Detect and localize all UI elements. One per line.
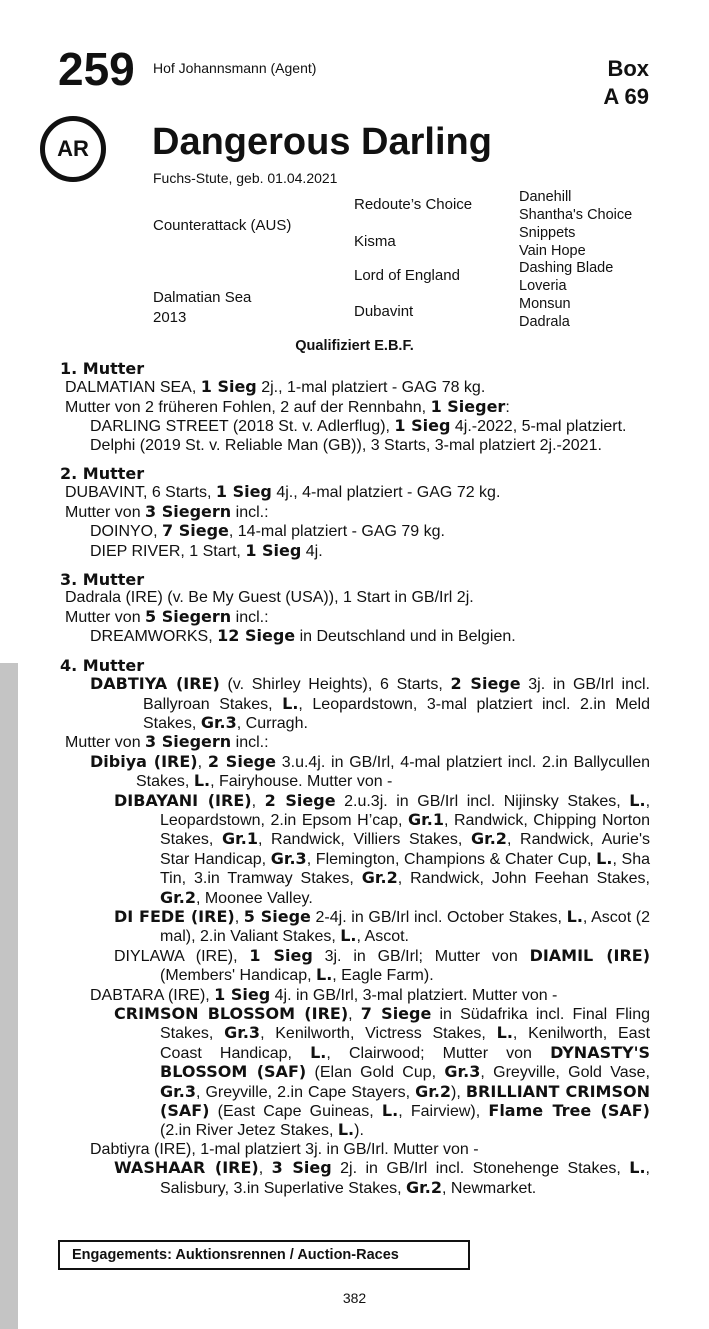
pedigree-gen2-3: Lord of England — [354, 267, 460, 284]
horse-name: Dangerous Darling — [152, 121, 492, 163]
pedigree-gen3-1: Danehill — [519, 189, 572, 205]
produce-entry: DARLING STREET (2018 St. v. Adlerflug), 1 Sieg 4j.-2022, 5-mal platziert. — [90, 416, 627, 436]
produce-entry: DREAMWORKS, 12 Siege in Deutschland und in Belgien. — [90, 626, 516, 646]
horse-description: Fuchs-Stute, geb. 01.04.2021 — [153, 170, 338, 186]
pedigree-gen3-5: Dashing Blade — [519, 260, 614, 276]
produce-entry: DIBAYANI (IRE), 2 Siege 2.u.3j. in GB/Irl incl. Nijinsky Stakes, L., Leopardstown, 2.in Epsom H’cap, Gr.1, Randwick, Chipping Norton Stakes, Gr.1, Randwick, Villiers Stakes, Gr.2, Randwick, Aurie's Star Handicap, Gr.3, Flemington, Champions & Chater Cup, L., Sha Tin, 3.in Tramway Stakes, Gr.2, Randwick, John Feehan Stakes, Gr.2, Moonee Valley. — [114, 790, 651, 907]
pedigree-gen3-2: Shantha's Choice — [519, 207, 633, 223]
section-heading: 3. Mutter — [60, 570, 145, 590]
pedigree-gen3-7: Monsun — [519, 296, 571, 312]
produce-summary: Mutter von 2 früheren Fohlen, 2 auf der Rennbahn, 1 Sieger: — [65, 396, 510, 416]
section-heading: 4. Mutter — [60, 655, 145, 675]
produce-entry: DIEP RIVER, 1 Start, 1 Sieg 4j. — [90, 540, 323, 560]
produce-entry: DABTARA (IRE), 1 Sieg 4j. in GB/Irl, 3-mal platziert. Mutter von - — [90, 984, 558, 1004]
produce-entry: Dabtiyra (IRE), 1-mal platziert 3j. in GB/Irl. Mutter von - — [90, 1140, 479, 1158]
dam-line: DABTIYA (IRE) (v. Shirley Heights), 6 Starts, 2 Siege 3j. in GB/Irl incl. Ballyroan Stakes, L., Leopardstown, 3-mal platziert incl. 2.in Meld Stakes, Gr.3, Curragh. — [90, 674, 651, 732]
box-label — [603, 55, 649, 111]
lot-number: 259 — [58, 43, 135, 95]
produce-summary: Mutter von 3 Siegern incl.: — [65, 732, 269, 752]
produce-entry: CRIMSON BLOSSOM (IRE), 7 Siege in Südafrika incl. Final Fling Stakes, Gr.3, Kenilworth, Victress Stakes, L., Kenilworth, East Coast Handicap, L., Clairwood; Mutter von DYNASTY'S BLOSSOM (SAF) (Elan Gold Cup, Gr.3, Greyville, Gold Vase, Gr.3, Greyville, 2.in Cape Stayers, Gr.2), BRILLIANT CRIMSON (SAF) (East Cape Guineas, L., Fairview), Flame Tree (SAF) (2.in River Jetez Stakes, L.). — [114, 1004, 651, 1140]
section-heading: 1. Mutter — [60, 359, 145, 378]
produce-entry: DOINYO, 7 Siege, 14-mal platziert - GAG 79 kg. — [90, 521, 445, 541]
consignor-agent: Hof Johannsmann (Agent) — [153, 60, 317, 76]
section-fourth-dam — [60, 657, 650, 1198]
pedigree-sire: Counterattack (AUS) — [153, 217, 292, 234]
section-first-dam — [60, 360, 650, 455]
box-number: A 69 — [603, 84, 649, 109]
section-heading: 2. Mutter — [60, 464, 145, 484]
pedigree-gen3-8: Dadrala — [519, 314, 570, 330]
pedigree-gen3-3: Snippets — [519, 225, 576, 241]
produce-entry: DI FEDE (IRE), 5 Siege 2-4j. in GB/Irl incl. October Stakes, L., Ascot (2 mal), 2.in Valiant Stakes, L., Ascot. — [114, 906, 651, 946]
pedigree-dam: Dalmatian Sea — [153, 289, 252, 306]
engagements-box: Engagements: Auktionsrennen / Auction-Races — [58, 1240, 470, 1270]
dam-line: DALMATIAN SEA, 1 Sieg 2j., 1-mal platziert - GAG 78 kg. — [65, 377, 486, 397]
page-number: 382 — [342, 1290, 367, 1306]
page-edge-strip — [0, 663, 18, 1329]
produce-entry: WASHAAR (IRE), 3 Sieg 2j. in GB/Irl incl. Stonehenge Stakes, L., Salisbury, 3.in Superlative Stakes, Gr.2, Newmarket. — [114, 1158, 650, 1197]
ar-badge: AR — [40, 116, 106, 182]
produce-entry: DIYLAWA (IRE), 1 Sieg 3j. in GB/Irl; Mutter von DIAMIL (IRE) (Members' Handicap, L., Eagle Farm). — [114, 945, 651, 985]
produce-entry: Delphi (2019 St. v. Reliable Man (GB)), 3 Starts, 3-mal platziert 2j.-2021. — [90, 436, 602, 454]
pedigree-gen3-4: Vain Hope — [519, 243, 586, 259]
pedigree-gen2-4: Dubavint — [354, 303, 414, 320]
pedigree-gen3-6: Loveria — [519, 278, 567, 294]
section-third-dam — [60, 571, 650, 647]
produce-summary: Mutter von 5 Siegern incl.: — [65, 606, 269, 626]
pedigree-gen2-2: Kisma — [354, 233, 396, 250]
family-records — [60, 360, 650, 1198]
section-second-dam — [60, 465, 650, 561]
qualification-note: Qualifiziert E.B.F. — [295, 338, 414, 354]
pedigree-dam-year: 2013 — [153, 309, 187, 326]
dam-line: Dadrala (IRE) (v. Be My Guest (USA)), 1 Start in GB/Irl 2j. — [65, 589, 474, 607]
produce-entry: Dibiya (IRE), 2 Siege 3.u.4j. in GB/Irl, 4-mal platziert incl. 2.in Ballycullen Stakes, L., Fairyhouse. Mutter von - — [90, 751, 651, 791]
dam-line: DUBAVINT, 6 Starts, 1 Sieg 4j., 4-mal platziert - GAG 72 kg. — [65, 482, 501, 502]
pedigree-gen2-1: Redoute’s Choice — [354, 196, 473, 213]
box-title: Box — [607, 56, 649, 81]
produce-summary: Mutter von 3 Siegern incl.: — [65, 501, 269, 521]
